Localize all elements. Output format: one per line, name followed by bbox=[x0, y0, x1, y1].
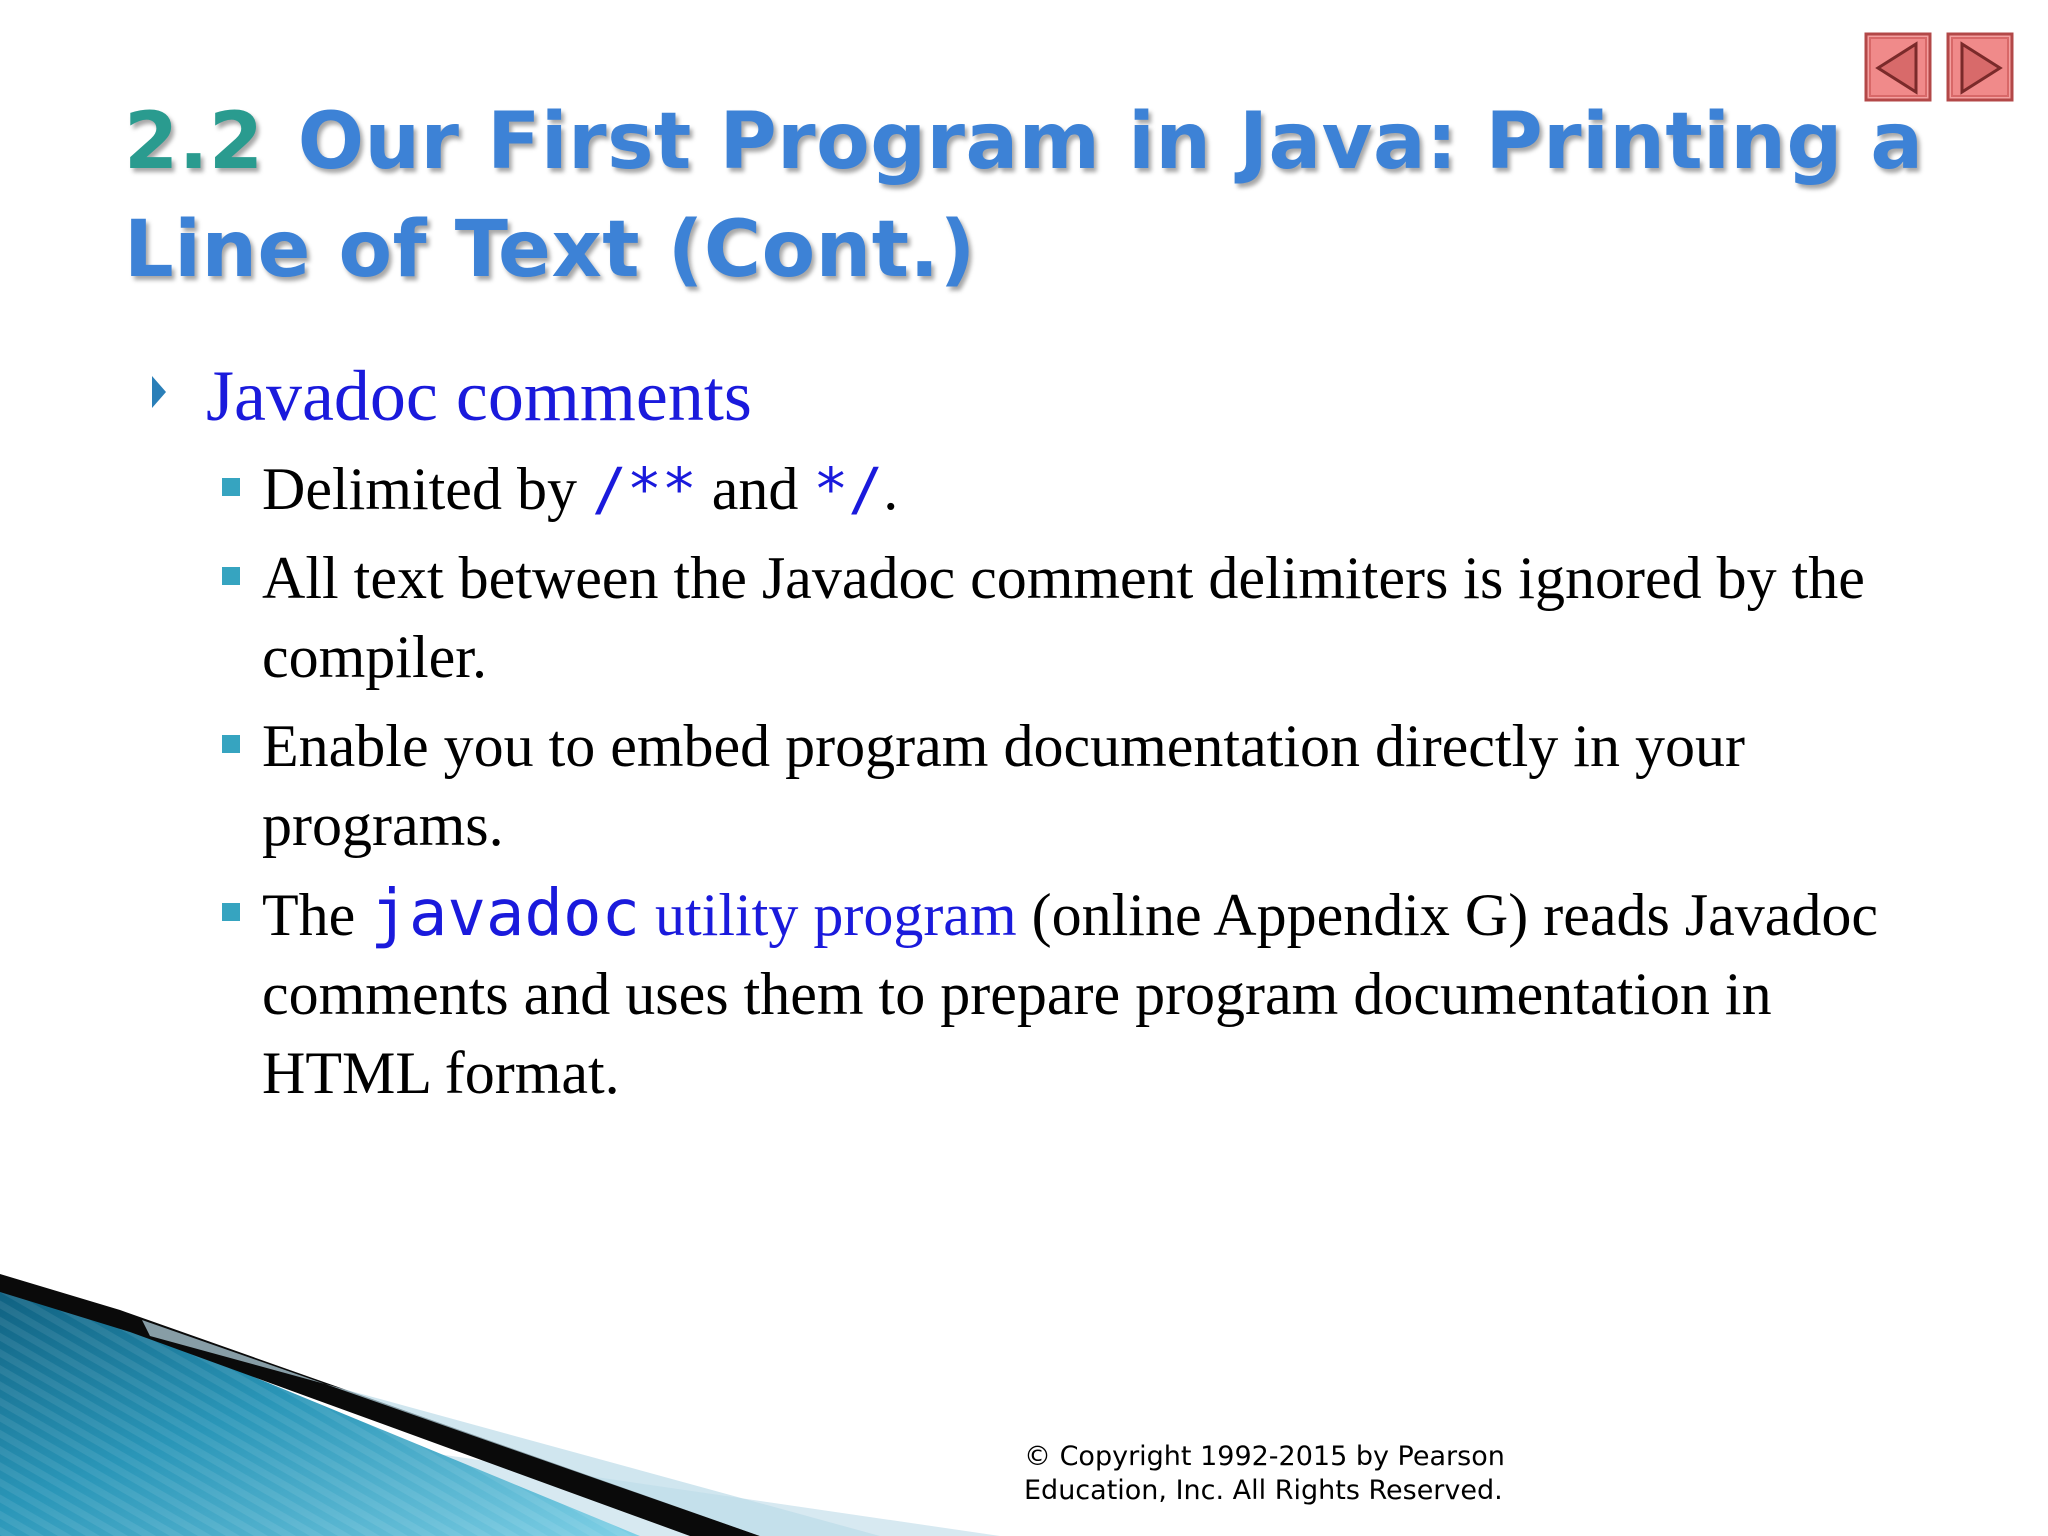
slide-title bbox=[124, 88, 1924, 304]
sub-bullet-text: All text between the Javadoc comment delimiters is ignored by the compiler. bbox=[262, 545, 1865, 690]
copyright-line-2: Education, Inc. All Rights Reserved. bbox=[1024, 1475, 1503, 1506]
bullet-list bbox=[150, 352, 1950, 1113]
sub-bullet-text: The bbox=[262, 882, 371, 948]
code-javadoc: javadoc bbox=[370, 877, 640, 951]
triangle-right-icon bbox=[1946, 32, 2014, 104]
square-bullet-icon bbox=[222, 478, 240, 496]
sub-bullet-text: and bbox=[696, 456, 814, 522]
square-bullet-icon bbox=[222, 903, 240, 921]
section-number: 2.2 bbox=[124, 97, 264, 187]
title-line-2: Line of Text (Cont.) bbox=[124, 205, 976, 295]
sub-bullet-text: Delimited by bbox=[262, 456, 592, 522]
sub-bullet-javadoc-utility bbox=[150, 875, 1922, 1113]
sub-bullet-text: Enable you to embed program documentation directly in your programs. bbox=[262, 713, 1745, 858]
copyright-notice bbox=[1024, 1440, 1544, 1508]
sub-bullet-ignored bbox=[150, 539, 1922, 697]
utility-program-term: utility program bbox=[640, 882, 1017, 948]
triangle-bullet-icon bbox=[150, 374, 168, 410]
sub-bullet-text: (online Appendix G) reads Javadoc comments and uses them to prepare program documentation in HTML format. bbox=[262, 882, 1879, 1106]
sub-bullet-embed bbox=[150, 707, 1922, 865]
code-open-delimiter: /** bbox=[591, 455, 697, 523]
code-close-delimiter: */ bbox=[813, 455, 884, 523]
title-line-1: Our First Program in Java: Printing a bbox=[297, 97, 1924, 187]
square-bullet-icon bbox=[222, 567, 240, 585]
square-bullet-icon bbox=[222, 735, 240, 753]
next-slide-button[interactable] bbox=[1946, 32, 2014, 104]
decorative-corner-graphic bbox=[0, 1260, 1000, 1536]
bullet-javadoc-comments bbox=[150, 352, 1950, 440]
sub-bullet-delimited bbox=[150, 450, 1922, 529]
sub-bullet-text: . bbox=[883, 456, 899, 522]
copyright-line-1: © Copyright 1992-2015 by Pearson bbox=[1024, 1441, 1505, 1472]
bullet-level1-text: Javadoc comments bbox=[206, 356, 752, 436]
